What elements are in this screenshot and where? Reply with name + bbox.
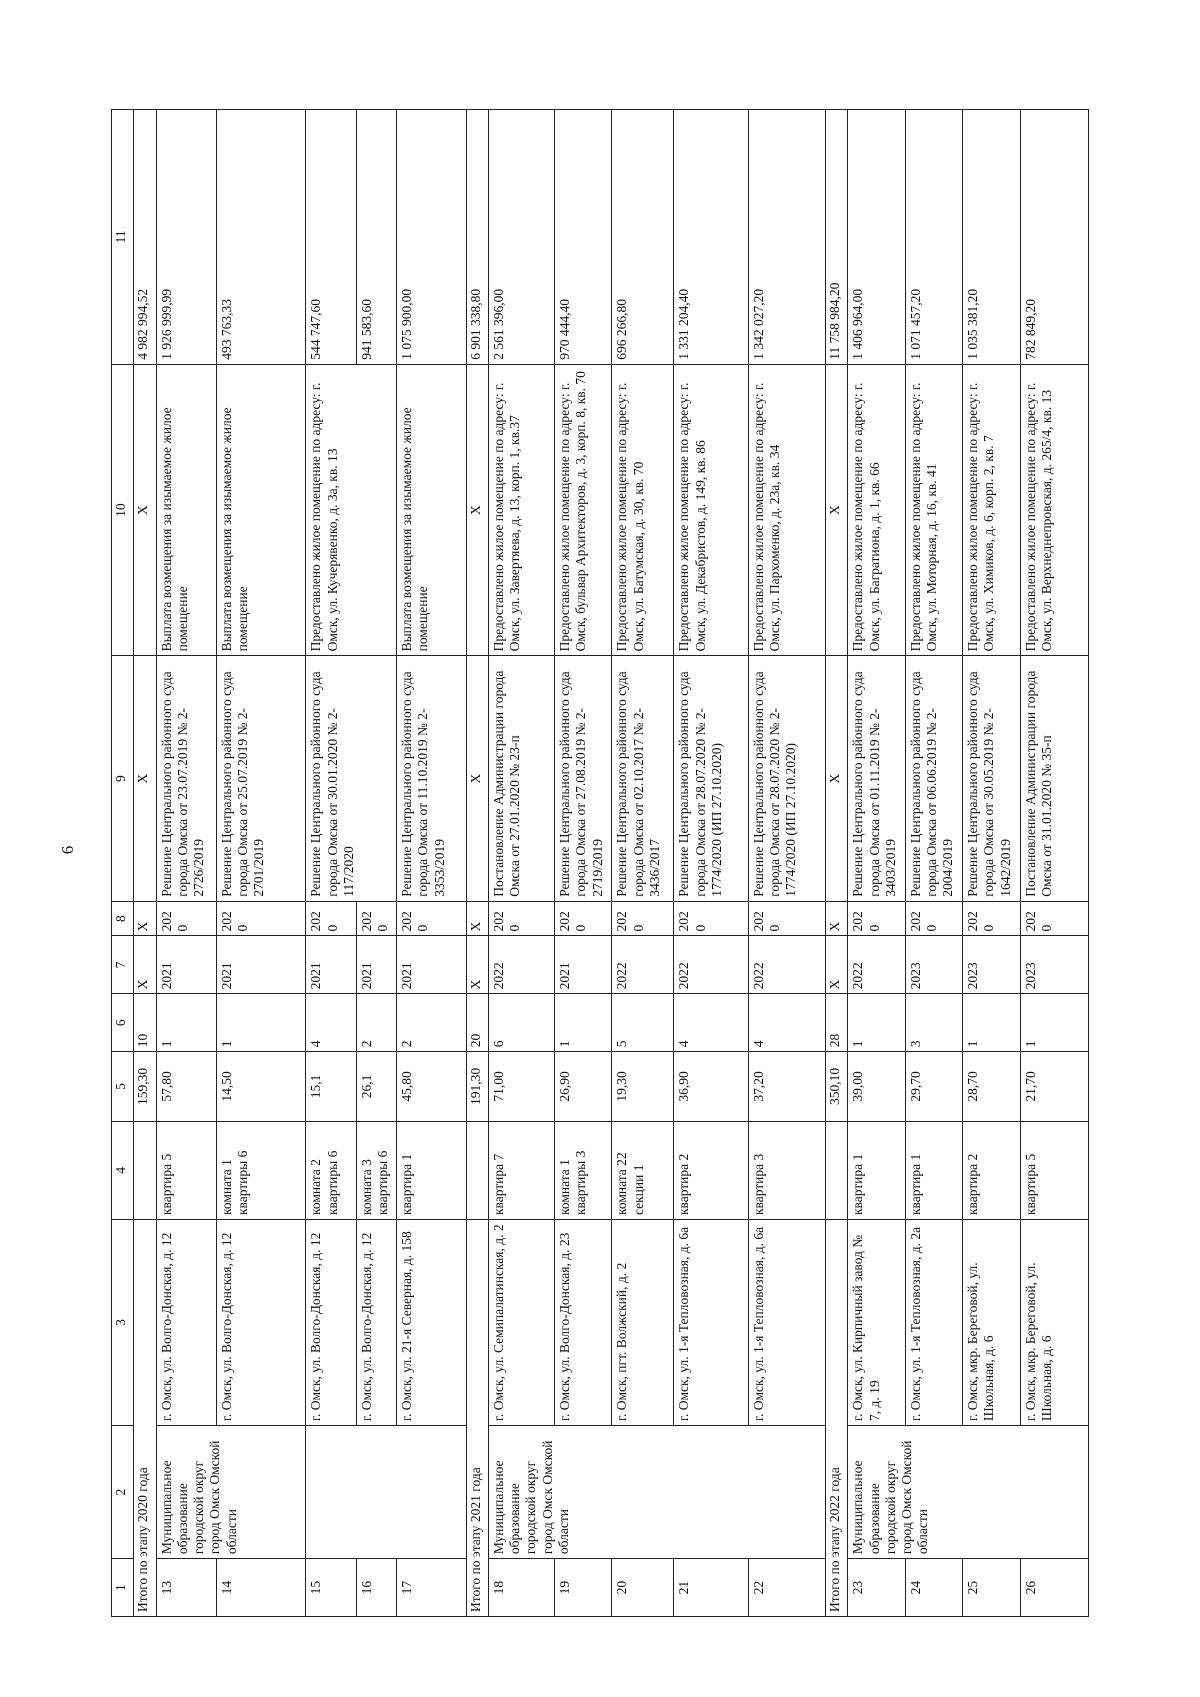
- planned-year: 2022: [488, 936, 554, 994]
- row-number: 23: [848, 1559, 905, 1617]
- house-address: г. Омск, ул. Кирпичный завод № 7, д. 19: [848, 1220, 905, 1426]
- row-number: 20: [612, 1559, 674, 1617]
- planned-year: 2021: [555, 936, 612, 994]
- planned-year: 2021: [156, 936, 216, 994]
- premises-area: 21,70: [1020, 1052, 1089, 1121]
- row-number: 13: [156, 1559, 216, 1617]
- house-address: г. Омск, ул. Семипалатинская, д. 2: [488, 1220, 554, 1426]
- residents-count: 1: [555, 994, 612, 1052]
- premises-number: комната 22 секции 1: [612, 1121, 674, 1219]
- stage-total-area: 350,10: [826, 1052, 848, 1121]
- premises-area: 28,70: [963, 1052, 1020, 1121]
- actual-year: 2020: [488, 901, 554, 936]
- payment-amount: 1 926 999,99: [156, 110, 216, 365]
- residents-count: 1: [1020, 994, 1089, 1052]
- actual-year: 2020: [612, 901, 674, 936]
- table-row: [905, 110, 963, 1617]
- actual-year: 2020: [216, 901, 306, 936]
- planned-year: 2023: [905, 936, 963, 994]
- stage-total-row: [826, 110, 848, 1617]
- municipality-name: Муниципальное образование городской округ город Омск Омской области: [156, 1426, 306, 1559]
- column-number: 7: [112, 936, 134, 994]
- column-number: 6: [112, 994, 134, 1052]
- payment-amount: 544 747,60: [306, 110, 356, 365]
- planned-year: 2021: [306, 936, 356, 994]
- stage-total-amount: 4 982 994,52: [134, 110, 156, 365]
- table-row: [306, 110, 356, 1617]
- actual-year: 2020: [397, 901, 466, 936]
- payment-amount: 1 075 900,00: [397, 110, 466, 365]
- residents-count: 3: [905, 994, 963, 1052]
- payment-amount: 1 342 027,20: [749, 110, 826, 365]
- stage-total-count: 28: [826, 994, 848, 1052]
- column-number: 1: [112, 1559, 134, 1617]
- resettlement-result: Предоставлено жилое помещение по адресу: г. Омск, ул. Химиков, д. 6, корп. 2, кв. 7: [963, 364, 1020, 656]
- stage-total-col7: X: [466, 936, 488, 994]
- house-address: г. Омск, ул. 1-я Тепловозная, д. 6а: [749, 1220, 826, 1426]
- stage-total-col7: X: [134, 936, 156, 994]
- premises-number: комната 3 квартиры 6: [356, 1121, 397, 1219]
- payment-amount: 493 763,33: [216, 110, 306, 365]
- premises-number: квартира 2: [963, 1121, 1020, 1219]
- stage-total-amount: 6 901 338,80: [466, 110, 488, 365]
- column-number: 4: [112, 1121, 134, 1219]
- legal-basis: Решение Центрального районного суда города Омска от 02.10.2017 № 2-3436/2017: [612, 656, 674, 901]
- resettlement-result: Предоставлено жилое помещение по адресу: г. Омск, ул. Декабристов, д. 149, кв. 86: [674, 364, 749, 656]
- premises-number: квартира 5: [156, 1121, 216, 1219]
- payment-amount: 1 035 381,20: [963, 110, 1020, 365]
- stage-total-empty: [466, 1121, 488, 1219]
- premises-number: квартира 1: [905, 1121, 963, 1219]
- stage-total-empty: [826, 1121, 848, 1219]
- resettlement-result: Предоставлено жилое помещение по адресу: г. Омск, ул. Моторная, д. 16, кв. 41: [905, 364, 963, 656]
- resettlement-result: Предоставлено жилое помещение по адресу: г. Омск, ул. Батумская, д. 30, кв. 70: [612, 364, 674, 656]
- premises-area: 14,50: [216, 1052, 306, 1121]
- stage-total-label: Итого по этапу 2021 года: [466, 1220, 488, 1617]
- column-number: 10: [112, 364, 134, 656]
- actual-year: 2020: [848, 901, 905, 936]
- premises-area: 26,90: [555, 1052, 612, 1121]
- stage-total-col8: X: [826, 901, 848, 936]
- table-row: [674, 110, 749, 1617]
- legal-basis: Решение Центрального районного суда города Омска от 11.10.2019 № 2-3353/2019: [397, 656, 466, 901]
- premises-number: комната 2 квартиры 6: [306, 1121, 356, 1219]
- legal-basis: Решение Центрального районного суда города Омска от 01.11.2019 № 2-3403/2019: [848, 656, 905, 901]
- stage-total-empty: [134, 1121, 156, 1219]
- premises-number: квартира 5: [1020, 1121, 1089, 1219]
- house-address: г. Омск, ул. 1-я Тепловозная, д. 6а: [674, 1220, 749, 1426]
- payment-amount: 941 583,60: [356, 110, 397, 365]
- resettlement-result: Предоставлено жилое помещение по адресу: г. Омск, ул. Завертяева, д. 13, корп. 1, кв.37: [488, 364, 554, 656]
- municipality-name: Муниципальное образование городской округ город Омск Омской области: [488, 1426, 825, 1559]
- premises-area: 57,80: [156, 1052, 216, 1121]
- premises-area: 37,20: [749, 1052, 826, 1121]
- table-row: [848, 110, 905, 1617]
- stage-total-area: 159,30: [134, 1052, 156, 1121]
- actual-year: 2020: [674, 901, 749, 936]
- table-row: [963, 110, 1020, 1617]
- resettlement-result: Выплата возмещения за изымаемое жилое помещение: [156, 364, 216, 656]
- house-address: г. Омск, ул. Волго-Донская, д. 12: [356, 1220, 397, 1426]
- payment-amount: 1 406 964,00: [848, 110, 905, 365]
- column-number: 9: [112, 656, 134, 901]
- residents-count: 4: [749, 994, 826, 1052]
- premises-number: квартира 2: [674, 1121, 749, 1219]
- stage-total-area: 191,30: [466, 1052, 488, 1121]
- house-address: г. Омск, ул. Волго-Донская, д. 12: [306, 1220, 356, 1426]
- legal-basis: Решение Центрального районного суда города Омска от 30.05.2019 № 2-1642/2019: [963, 656, 1020, 901]
- legal-basis: Постановление Администрации города Омска от 31.01.2020 № 35-п: [1020, 656, 1089, 901]
- row-number: 24: [905, 1559, 963, 1617]
- house-address: г. Омск, пгт. Волжский, д. 2: [612, 1220, 674, 1426]
- row-number: 21: [674, 1559, 749, 1617]
- actual-year: 2020: [555, 901, 612, 936]
- table-row: [1020, 110, 1089, 1617]
- column-number: 11: [112, 110, 134, 365]
- payment-amount: 782 849,20: [1020, 110, 1089, 365]
- legal-basis: Решение Центрального районного суда города Омска от 06.06.2019 № 2-2004/2019: [905, 656, 963, 901]
- stage-total-amount: 11 758 984,20: [826, 110, 848, 365]
- residents-count: 2: [356, 994, 397, 1052]
- row-number: 18: [488, 1559, 554, 1617]
- planned-year: 2021: [356, 936, 397, 994]
- stage-total-row: [134, 110, 156, 1617]
- row-number: 14: [216, 1559, 306, 1617]
- payment-amount: 1 331 204,40: [674, 110, 749, 365]
- legal-basis: Решение Центрального районного суда города Омска от 30.01.2020 № 2-117/2020: [306, 656, 397, 901]
- actual-year: 2020: [356, 901, 397, 936]
- actual-year: 2020: [905, 901, 963, 936]
- row-number: 19: [555, 1559, 612, 1617]
- residents-count: 2: [397, 994, 466, 1052]
- legal-basis: Решение Центрального районного суда города Омска от 28.07.2020 № 2-1774/2020 (ИП 27.10.2020): [674, 656, 749, 901]
- house-address: г. Омск, мкр. Береговой, ул. Школьная, д. 6: [1020, 1220, 1089, 1426]
- premises-number: комната 1 квартиры 6: [216, 1121, 306, 1219]
- column-number: 2: [112, 1426, 134, 1559]
- residents-count: 1: [848, 994, 905, 1052]
- residents-count: 5: [612, 994, 674, 1052]
- row-number: 15: [306, 1559, 356, 1617]
- house-address: г. Омск, ул. Волго-Донская, д. 23: [555, 1220, 612, 1426]
- actual-year: 2020: [749, 901, 826, 936]
- premises-area: 45,80: [397, 1052, 466, 1121]
- premises-number: квартира 1: [397, 1121, 466, 1219]
- actual-year: 2020: [1020, 901, 1089, 936]
- table-row: [216, 110, 306, 1617]
- stage-total-col9: X: [826, 656, 848, 901]
- row-number: 22: [749, 1559, 826, 1617]
- planned-year: 2021: [216, 936, 306, 994]
- residents-count: 1: [156, 994, 216, 1052]
- column-number: 8: [112, 901, 134, 936]
- stage-total-col7: X: [826, 936, 848, 994]
- planned-year: 2022: [848, 936, 905, 994]
- premises-number: квартира 1: [848, 1121, 905, 1219]
- residents-count: 6: [488, 994, 554, 1052]
- legal-basis: Решение Центрального районного суда города Омска от 23.07.2019 № 2-2726/2019: [156, 656, 216, 901]
- legal-basis: Постановление Администрации города Омска от 27.01.2020 № 23-п: [488, 656, 554, 901]
- premises-area: 36,90: [674, 1052, 749, 1121]
- table-row: [612, 110, 674, 1617]
- table-row: [488, 110, 554, 1617]
- payment-amount: 696 266,80: [612, 110, 674, 365]
- stage-total-col10: X: [134, 364, 156, 656]
- table-row: [156, 110, 216, 1617]
- premises-number: комната 1 квартиры 3: [555, 1121, 612, 1219]
- resettlement-result: Выплата возмещения за изымаемое жилое помещение: [216, 364, 306, 656]
- table-row: [749, 110, 826, 1617]
- row-number: 26: [1020, 1559, 1089, 1617]
- resettlement-result: Предоставлено жилое помещение по адресу: г. Омск, бульвар Архитекторов, д. 3, корп. 8, кв. 70: [555, 364, 612, 656]
- house-address: г. Омск, ул. 1-я Тепловозная, д. 2а: [905, 1220, 963, 1426]
- stage-total-col10: X: [826, 364, 848, 656]
- column-number: 5: [112, 1052, 134, 1121]
- resettlement-result: Выплата возмещения за изымаемое жилое помещение: [397, 364, 466, 656]
- house-address: г. Омск, ул. 21-я Северная, д. 158: [397, 1220, 466, 1426]
- resettlement-table: [111, 109, 1089, 1617]
- planned-year: 2023: [963, 936, 1020, 994]
- planned-year: 2023: [1020, 936, 1089, 994]
- municipality-empty: [306, 1426, 466, 1559]
- stage-total-col10: X: [466, 364, 488, 656]
- stage-total-count: 20: [466, 994, 488, 1052]
- house-address: г. Омск, ул. Волго-Донская, д. 12: [216, 1220, 306, 1426]
- planned-year: 2022: [749, 936, 826, 994]
- residents-count: 1: [963, 994, 1020, 1052]
- stage-total-label: Итого по этапу 2020 года: [134, 1220, 156, 1617]
- actual-year: 2020: [963, 901, 1020, 936]
- resettlement-result: Предоставлено жилое помещение по адресу: г. Омск, ул. Багратиона, д. 1, кв. 66: [848, 364, 905, 656]
- stage-total-row: [466, 110, 488, 1617]
- stage-total-label: Итого по этапу 2022 года: [826, 1220, 848, 1617]
- actual-year: 2020: [156, 901, 216, 936]
- premises-area: 26,1: [356, 1052, 397, 1121]
- column-number: 3: [112, 1220, 134, 1426]
- stage-total-col9: X: [134, 656, 156, 901]
- residents-count: 1: [216, 994, 306, 1052]
- premises-area: 39,00: [848, 1052, 905, 1121]
- premises-area: 71,00: [488, 1052, 554, 1121]
- stage-total-col8: X: [134, 901, 156, 936]
- premises-area: 19,30: [612, 1052, 674, 1121]
- column-number-row: [112, 110, 134, 1617]
- resettlement-result: Предоставлено жилое помещение по адресу: г. Омск, ул. Верхнеднепровская, д. 265/4, кв. 13: [1020, 364, 1089, 656]
- legal-basis: Решение Центрального районного суда города Омска от 27.08.2019 № 2-2719/2019: [555, 656, 612, 901]
- residents-count: 4: [674, 994, 749, 1052]
- premises-area: 29,70: [905, 1052, 963, 1121]
- table-row: [397, 110, 466, 1617]
- resettlement-result: Предоставлено жилое помещение по адресу: г. Омск, ул. Кучерявенко, д. 3а, кв. 13: [306, 364, 397, 656]
- legal-basis: Решение Центрального районного суда города Омска от 25.07.2019 № 2-2701/2019: [216, 656, 306, 901]
- municipality-name: Муниципальное образование городской округ город Омск Омской области: [848, 1426, 1089, 1559]
- legal-basis: Решение Центрального районного суда города Омска от 28.07.2020 № 2-1774/2020 (ИП 27.10.2020): [749, 656, 826, 901]
- stage-total-count: 10: [134, 994, 156, 1052]
- row-number: 16: [356, 1559, 397, 1617]
- row-number: 17: [397, 1559, 466, 1617]
- stage-total-col9: X: [466, 656, 488, 901]
- page-number: 6: [58, 845, 77, 855]
- premises-area: 15,1: [306, 1052, 356, 1121]
- house-address: г. Омск, ул. Волго-Донская, д. 12: [156, 1220, 216, 1426]
- house-address: г. Омск, мкр. Береговой, ул. Школьная, д. 6: [963, 1220, 1020, 1426]
- row-number: 25: [963, 1559, 1020, 1617]
- payment-amount: 1 071 457,20: [905, 110, 963, 365]
- stage-total-col8: X: [466, 901, 488, 936]
- residents-count: 4: [306, 994, 356, 1052]
- planned-year: 2021: [397, 936, 466, 994]
- planned-year: 2022: [612, 936, 674, 994]
- premises-number: квартира 3: [749, 1121, 826, 1219]
- planned-year: 2022: [674, 936, 749, 994]
- payment-amount: 970 444,40: [555, 110, 612, 365]
- resettlement-result: Предоставлено жилое помещение по адресу: г. Омск, ул. Пархоменко, д. 23а, кв. 34: [749, 364, 826, 656]
- table-row: [555, 110, 612, 1617]
- payment-amount: 2 561 396,00: [488, 110, 554, 365]
- actual-year: 2020: [306, 901, 356, 936]
- premises-number: квартира 7: [488, 1121, 554, 1219]
